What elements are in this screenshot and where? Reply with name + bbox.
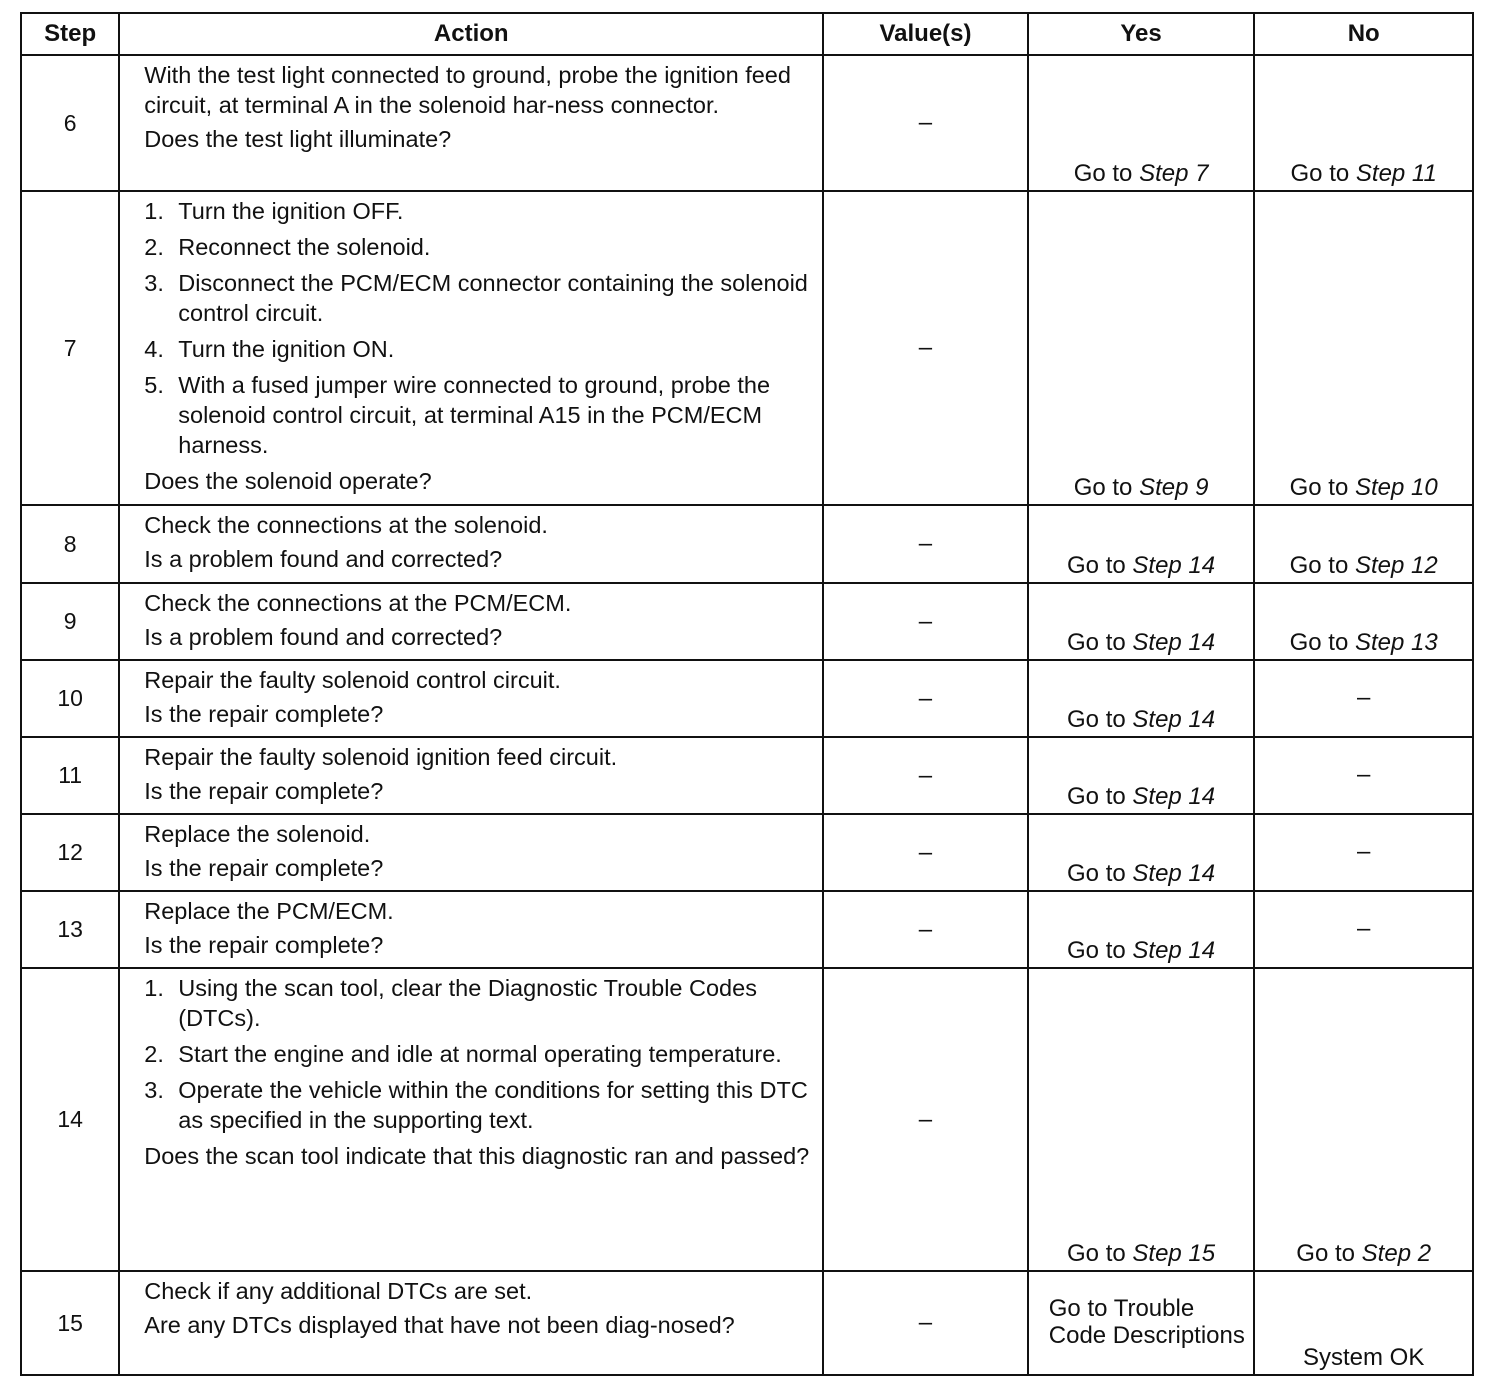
no-cell: – [1254,660,1473,737]
table-row [21,968,1473,1271]
action-step-number: 5. [144,372,164,398]
step-number: 12 [21,814,119,891]
action-cell [119,55,823,191]
action-step-text: Disconnect the PCM/ECM connector containing the solenoid control circuit. [178,270,808,326]
yes-cell[interactable]: Go to Trouble Code Descriptions [1028,1271,1255,1375]
goto-step-link[interactable]: Step 14 [1132,629,1216,656]
action-step-item [144,196,814,226]
yes-cell[interactable] [1028,505,1255,583]
action-text: Check the connections at the PCM/ECM. [144,590,572,616]
action-text: With the test light connected to ground, probe the ignition feed circuit, at terminal A in the solenoid har-ness connector. [144,62,791,118]
goto-prefix: Go to [1289,629,1355,656]
action-cell [119,1271,823,1375]
action-step-text: Turn the ignition OFF. [178,198,404,224]
step-number: 9 [21,583,119,660]
goto-prefix: Go to [1073,160,1140,187]
goto-prefix: Go to [1067,629,1133,656]
table-row [21,737,1473,814]
value-cell: – [823,1271,1028,1375]
action-step-number: 2. [144,234,164,260]
no-cell: – [1254,891,1473,968]
value-cell: – [823,583,1028,660]
action-question: Is the repair complete? [144,778,384,804]
no-cell[interactable] [1254,583,1473,660]
goto-prefix: Go to [1289,552,1355,579]
action-step-text: Using the scan tool, clear the Diagnostic Trouble Codes (DTCs). [178,975,757,1031]
value-cell: – [823,191,1028,505]
step-number: 8 [21,505,119,583]
goto-prefix: Go to [1067,860,1133,887]
action-question: Is the repair complete? [144,701,384,727]
table-row [21,505,1473,583]
action-cell [119,737,823,814]
action-steps-list [144,196,814,460]
action-cell [119,968,823,1271]
action-step-number: 4. [144,336,164,362]
action-step-item [144,1039,814,1069]
yes-cell[interactable] [1028,191,1255,505]
action-cell [119,814,823,891]
action-step-text: Start the engine and idle at normal operating temperature. [178,1041,782,1067]
action-question: Are any DTCs displayed that have not been diag-nosed? [144,1312,735,1338]
value-cell: – [823,505,1028,583]
goto-prefix: Go to [1296,1240,1362,1267]
table-row [21,191,1473,505]
goto-step-link[interactable]: Step 14 [1132,706,1216,733]
action-step-item [144,232,814,262]
action-step-number: 3. [144,1077,164,1103]
yes-cell[interactable] [1028,814,1255,891]
action-text: Replace the PCM/ECM. [144,898,394,924]
value-cell: – [823,814,1028,891]
header-step: Step [21,13,119,55]
goto-prefix: Go to [1289,474,1355,501]
action-question: Is the repair complete? [144,855,384,881]
yes-cell[interactable] [1028,583,1255,660]
action-step-text: Turn the ignition ON. [178,336,395,362]
no-cell[interactable] [1254,55,1473,191]
step-number: 14 [21,968,119,1271]
action-cell [119,505,823,583]
action-text: Repair the faulty solenoid ignition feed circuit. [144,744,618,770]
no-cell: – [1254,737,1473,814]
goto-step-link[interactable]: Step 14 [1132,860,1216,887]
table-row [21,55,1473,191]
action-step-number: 1. [144,198,164,224]
action-step-item [144,334,814,364]
value-cell: – [823,968,1028,1271]
goto-step-link[interactable]: Step 14 [1132,783,1216,810]
goto-prefix: Go to [1067,937,1133,964]
header-values: Value(s) [823,13,1028,55]
table-row [21,1271,1473,1375]
step-number: 7 [21,191,119,505]
action-steps-list [144,973,814,1135]
action-text: Check the connections at the solenoid. [144,512,548,538]
action-step-text: Reconnect the solenoid. [178,234,431,260]
no-cell[interactable] [1254,968,1473,1271]
action-question: Is the repair complete? [144,932,384,958]
no-cell[interactable] [1254,505,1473,583]
header-no: No [1254,13,1473,55]
action-question: Does the solenoid operate? [144,468,432,494]
goto-prefix: Go to [1067,783,1133,810]
action-text: Repair the faulty solenoid control circuit. [144,667,561,693]
header-yes: Yes [1028,13,1255,55]
action-step-number: 2. [144,1041,164,1067]
step-number: 10 [21,660,119,737]
action-text: Check if any additional DTCs are set. [144,1278,533,1304]
action-cell [119,891,823,968]
goto-prefix: Go to [1067,1240,1133,1267]
action-question: Is a problem found and corrected? [144,546,503,572]
action-step-text: With a fused jumper wire connected to ground, probe the solenoid control circuit, at terminal A15 in the PCM/ECM harness. [178,372,771,458]
header-action: Action [119,13,823,55]
yes-cell[interactable] [1028,55,1255,191]
action-cell [119,191,823,505]
goto-step-link[interactable]: Step 13 [1355,629,1438,656]
step-number: 13 [21,891,119,968]
table-header-row [21,13,1473,55]
goto-prefix: Go to [1290,160,1356,187]
action-step-text: Operate the vehicle within the conditions for setting this DTC as specified in the supporting text. [178,1077,808,1133]
value-cell: – [823,737,1028,814]
goto-prefix: Go to [1067,706,1133,733]
table-row [21,660,1473,737]
action-step-item [144,268,814,328]
goto-step-link[interactable]: Step 10 [1355,474,1438,501]
table-row [21,583,1473,660]
no-cell: – [1254,814,1473,891]
goto-step-link[interactable]: Step 2 [1361,1240,1432,1267]
yes-cell[interactable] [1028,968,1255,1271]
goto-prefix: Go to [1067,552,1133,579]
action-question: Does the scan tool indicate that this diagnostic ran and passed? [144,1143,810,1169]
yes-cell[interactable] [1028,737,1255,814]
action-cell [119,660,823,737]
diagnostic-table [20,12,1474,1376]
goto-step-link[interactable]: Step 14 [1132,552,1216,579]
value-cell: – [823,660,1028,737]
goto-prefix: Go to [1073,474,1140,501]
value-cell: – [823,891,1028,968]
action-text: Replace the solenoid. [144,821,371,847]
goto-step-link[interactable]: Step 7 [1139,160,1209,187]
step-number: 15 [21,1271,119,1375]
action-step-item [144,1075,814,1135]
action-question: Is a problem found and corrected? [144,624,503,650]
goto-step-link[interactable]: Step 11 [1355,160,1437,187]
value-cell: – [823,55,1028,191]
yes-cell[interactable] [1028,660,1255,737]
goto-step-link[interactable]: Step 14 [1132,937,1216,964]
yes-cell[interactable] [1028,891,1255,968]
action-step-item [144,370,814,460]
no-cell: System OK [1254,1271,1473,1375]
step-number: 11 [21,737,119,814]
action-cell [119,583,823,660]
action-step-item [144,973,814,1033]
no-cell[interactable] [1254,191,1473,505]
goto-step-link[interactable]: Step 12 [1355,552,1438,579]
table-row [21,891,1473,968]
action-step-number: 1. [144,975,164,1001]
action-question: Does the test light illuminate? [144,126,452,152]
table-row [21,814,1473,891]
goto-step-link[interactable]: Step 15 [1132,1240,1216,1267]
step-number: 6 [21,55,119,191]
action-step-number: 3. [144,270,164,296]
goto-step-link[interactable]: Step 9 [1139,474,1209,501]
